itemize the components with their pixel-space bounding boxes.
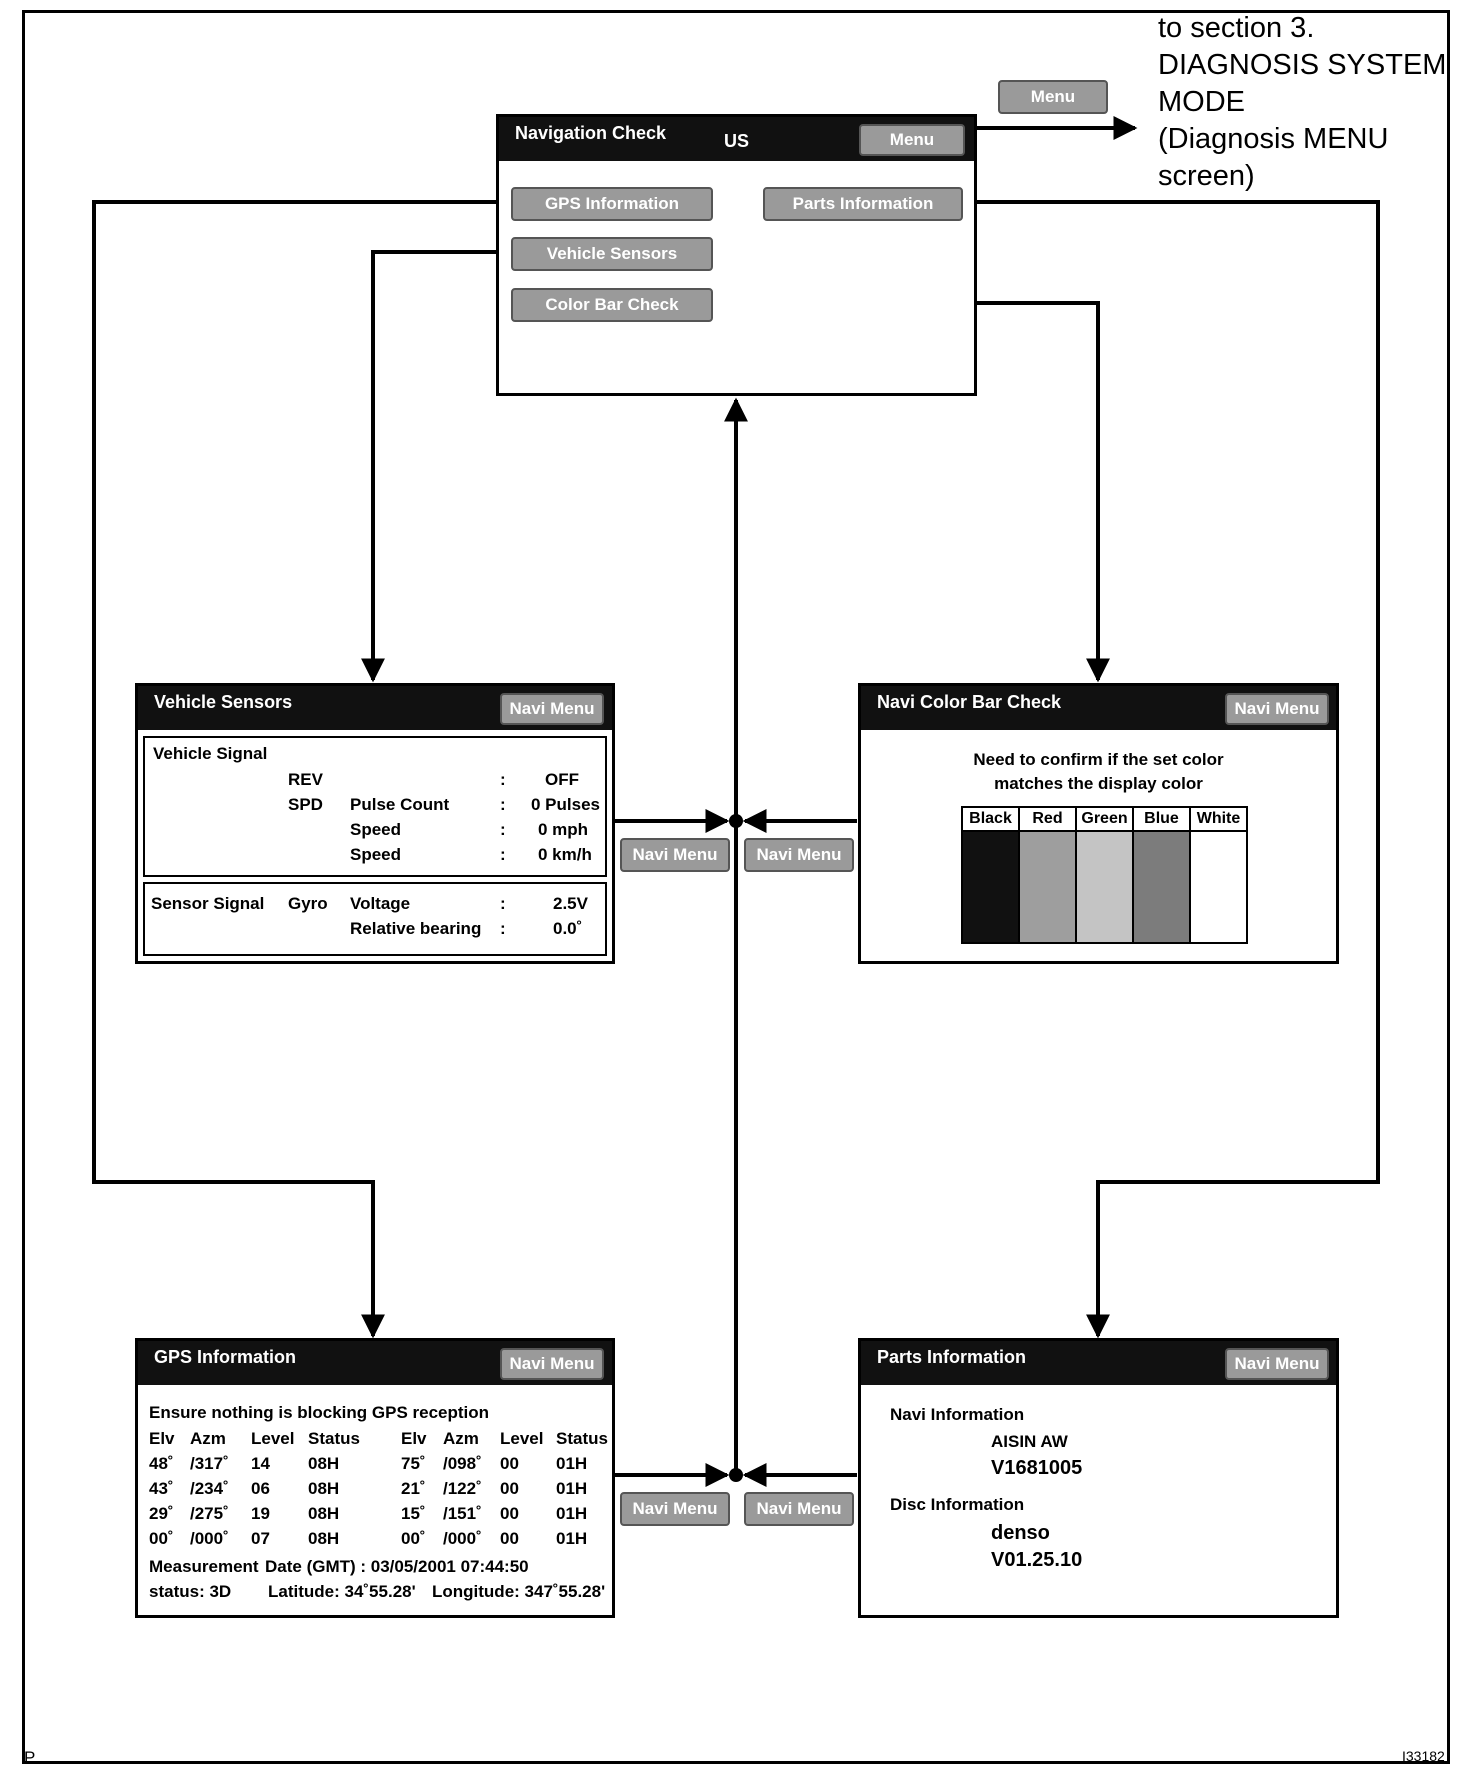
- sensors-route: [373, 252, 510, 680]
- screen-title: Parts Information: [877, 1347, 1027, 1367]
- satellite-table-cell: /122˚: [443, 1479, 482, 1498]
- color-header-blue: Blue: [1133, 807, 1190, 831]
- navi-menu-connector-button[interactable]: Navi Menu: [620, 838, 730, 872]
- message-line: Need to confirm if the set color: [973, 750, 1224, 769]
- navi-menu-button[interactable]: Navi Menu: [1225, 693, 1329, 725]
- figure-id: I33182: [1402, 1748, 1445, 1764]
- satellite-table-cell: 00: [500, 1479, 519, 1498]
- satellite-table-cell: 00: [500, 1529, 519, 1548]
- satellite-table-cell: 00: [500, 1504, 519, 1523]
- latitude: Latitude: 34˚55.28': [268, 1582, 416, 1601]
- navi-version: V1681005: [991, 1457, 1083, 1479]
- satellite-table-cell: 14: [251, 1454, 270, 1473]
- navi-menu-connector-button[interactable]: Navi Menu: [744, 1492, 854, 1526]
- satellite-table-cell: 01H: [556, 1454, 588, 1473]
- navigation-check-titlebar: [499, 117, 974, 161]
- satellite-table-header: Level: [500, 1429, 544, 1448]
- screen-title: Vehicle Sensors: [154, 692, 293, 712]
- row-sep: :: [500, 820, 506, 839]
- relative-bearing-value: 0.0˚: [553, 919, 583, 938]
- navi-vendor: AISIN AW: [991, 1432, 1068, 1451]
- speed-kmh-value: 0 km/h: [538, 845, 592, 864]
- satellite-table-header: Azm: [190, 1429, 226, 1448]
- note-line: (Diagnosis MENU: [1158, 123, 1389, 155]
- row-sep: :: [500, 795, 506, 814]
- satellite-table-cell: 75˚: [401, 1454, 426, 1473]
- color-header-black: Black: [962, 807, 1019, 831]
- satellite-table-cell: 07: [251, 1529, 270, 1548]
- gps-warning: Ensure nothing is blocking GPS reception: [149, 1403, 490, 1422]
- disc-vendor: denso: [991, 1522, 1050, 1544]
- satellite-table-cell: 43˚: [149, 1479, 174, 1498]
- satellite-table-cell: 29˚: [149, 1504, 174, 1523]
- satellite-table-cell: 06: [251, 1479, 270, 1498]
- screen-title: GPS Information: [154, 1347, 297, 1367]
- sensor-signal-label: Sensor Signal: [151, 894, 265, 913]
- satellite-table-cell: 48˚: [149, 1454, 174, 1473]
- satellite-table-cell: 01H: [556, 1529, 588, 1548]
- navigation-check-screen: [496, 114, 977, 396]
- satellite-table-cell: /151˚: [443, 1504, 482, 1523]
- navi-menu-connector-button[interactable]: Navi Menu: [744, 838, 854, 872]
- note-line: to section 3.: [1158, 12, 1315, 44]
- satellite-table-header: Status: [308, 1429, 360, 1448]
- gyro-label: Gyro: [288, 894, 328, 913]
- color-swatch-green: [1076, 831, 1133, 943]
- gps-information-titlebar: [138, 1341, 612, 1385]
- satellite-table-cell: /098˚: [443, 1454, 482, 1473]
- parts-information-button[interactable]: Parts Information: [763, 187, 963, 221]
- gps-information-screen: [135, 1338, 615, 1618]
- row-sep: :: [500, 894, 506, 913]
- speed-mph-value: 0 mph: [538, 820, 589, 839]
- parts-information-titlebar: [861, 1341, 1336, 1385]
- row-key: SPD: [288, 795, 323, 814]
- satellite-table-cell: 08H: [308, 1454, 340, 1473]
- navi-menu-button[interactable]: Navi Menu: [1225, 1348, 1329, 1380]
- color-swatch-blue: [1133, 831, 1190, 943]
- satellite-table-header: Elv: [401, 1429, 427, 1448]
- satellite-table-cell: 19: [251, 1504, 270, 1523]
- section-reference-note: [1158, 10, 1446, 195]
- color-bar-table: [961, 806, 1248, 944]
- region-label: US: [724, 131, 750, 151]
- row-name: Pulse Count: [350, 795, 450, 814]
- navi-information-label: Navi Information: [890, 1405, 1025, 1424]
- junction-dot-bottom: [729, 1468, 743, 1482]
- disc-version: V01.25.10: [991, 1549, 1083, 1571]
- vehicle-sensors-titlebar: [138, 686, 612, 730]
- color-header-green: Green: [1076, 807, 1133, 831]
- color-header-white: White: [1190, 807, 1247, 831]
- voltage-value: 2.5V: [553, 894, 588, 913]
- parts-information-screen: [858, 1338, 1339, 1618]
- note-line: MODE: [1158, 86, 1245, 118]
- row-sep: :: [500, 770, 506, 789]
- disc-information-label: Disc Information: [890, 1495, 1025, 1514]
- row-name: Speed: [350, 820, 402, 839]
- row-name: Relative bearing: [350, 919, 482, 938]
- satellite-table-cell: 08H: [308, 1504, 340, 1523]
- color-bar-titlebar: [861, 686, 1336, 730]
- menu-button[interactable]: Menu: [859, 124, 965, 156]
- satellite-table-cell: /000˚: [443, 1529, 482, 1548]
- vehicle-signal-label: Vehicle Signal: [153, 744, 268, 763]
- sensor-signal-box: [143, 882, 607, 956]
- satellite-table-cell: 08H: [308, 1529, 340, 1548]
- satellite-table-cell: /275˚: [190, 1504, 229, 1523]
- color-bar-check-screen: [858, 683, 1339, 964]
- rev-value: OFF: [545, 770, 579, 789]
- junction-dot-middle: [729, 814, 743, 828]
- color-swatch-white: [1190, 831, 1247, 943]
- satellite-table-header: Elv: [149, 1429, 175, 1448]
- note-line: DIAGNOSIS SYSTEM: [1158, 49, 1447, 81]
- message-line: matches the display color: [994, 774, 1203, 793]
- row-name: Speed: [350, 845, 402, 864]
- color-swatch-red: [1019, 831, 1076, 943]
- note-line: screen): [1158, 160, 1255, 192]
- satellite-table-header: Level: [251, 1429, 295, 1448]
- satellite-table-cell: /317˚: [190, 1454, 229, 1473]
- vehicle-signal-box: [143, 736, 607, 877]
- measurement-label: Measurement: [149, 1557, 259, 1576]
- gps-information-button[interactable]: GPS Information: [511, 187, 713, 221]
- pulse-count-value: 0 Pulses: [531, 795, 600, 814]
- satellite-table-cell: 15˚: [401, 1504, 426, 1523]
- vehicle-sensors-screen: [135, 683, 615, 964]
- satellite-table-cell: 01H: [556, 1479, 588, 1498]
- satellite-table-header: Status: [556, 1429, 608, 1448]
- footer-left-mark: P: [24, 1748, 36, 1767]
- confirm-message: [861, 748, 1336, 796]
- color-swatch-black: [962, 831, 1019, 943]
- navi-menu-connector-button[interactable]: Navi Menu: [620, 1492, 730, 1526]
- gps-status: status: 3D: [149, 1582, 232, 1601]
- menu-exit-button[interactable]: Menu: [998, 80, 1108, 114]
- satellite-table-cell: 00˚: [401, 1529, 426, 1548]
- satellite-table-cell: 00: [500, 1454, 519, 1473]
- satellite-table-cell: 21˚: [401, 1479, 426, 1498]
- satellite-table-cell: 08H: [308, 1479, 340, 1498]
- longitude: Longitude: 347˚55.28': [432, 1582, 606, 1601]
- vehicle-sensors-button[interactable]: Vehicle Sensors: [511, 237, 713, 271]
- navi-menu-button[interactable]: Navi Menu: [500, 1348, 604, 1380]
- navi-menu-button[interactable]: Navi Menu: [500, 693, 604, 725]
- satellite-table-cell: 00˚: [149, 1529, 174, 1548]
- screen-title: Navi Color Bar Check: [877, 692, 1062, 712]
- row-sep: :: [500, 919, 506, 938]
- row-key: REV: [288, 770, 323, 789]
- color-header-red: Red: [1019, 807, 1076, 831]
- satellite-table-header: Azm: [443, 1429, 479, 1448]
- row-sep: :: [500, 845, 506, 864]
- satellite-table-cell: /234˚: [190, 1479, 229, 1498]
- screen-title: Navigation Check: [515, 123, 667, 143]
- satellite-table-cell: 01H: [556, 1504, 588, 1523]
- measurement-date: Date (GMT) : 03/05/2001 07:44:50: [265, 1557, 529, 1576]
- row-name: Voltage: [350, 894, 411, 913]
- satellite-table-cell: /000˚: [190, 1529, 229, 1548]
- color-bar-check-button[interactable]: Color Bar Check: [511, 288, 713, 322]
